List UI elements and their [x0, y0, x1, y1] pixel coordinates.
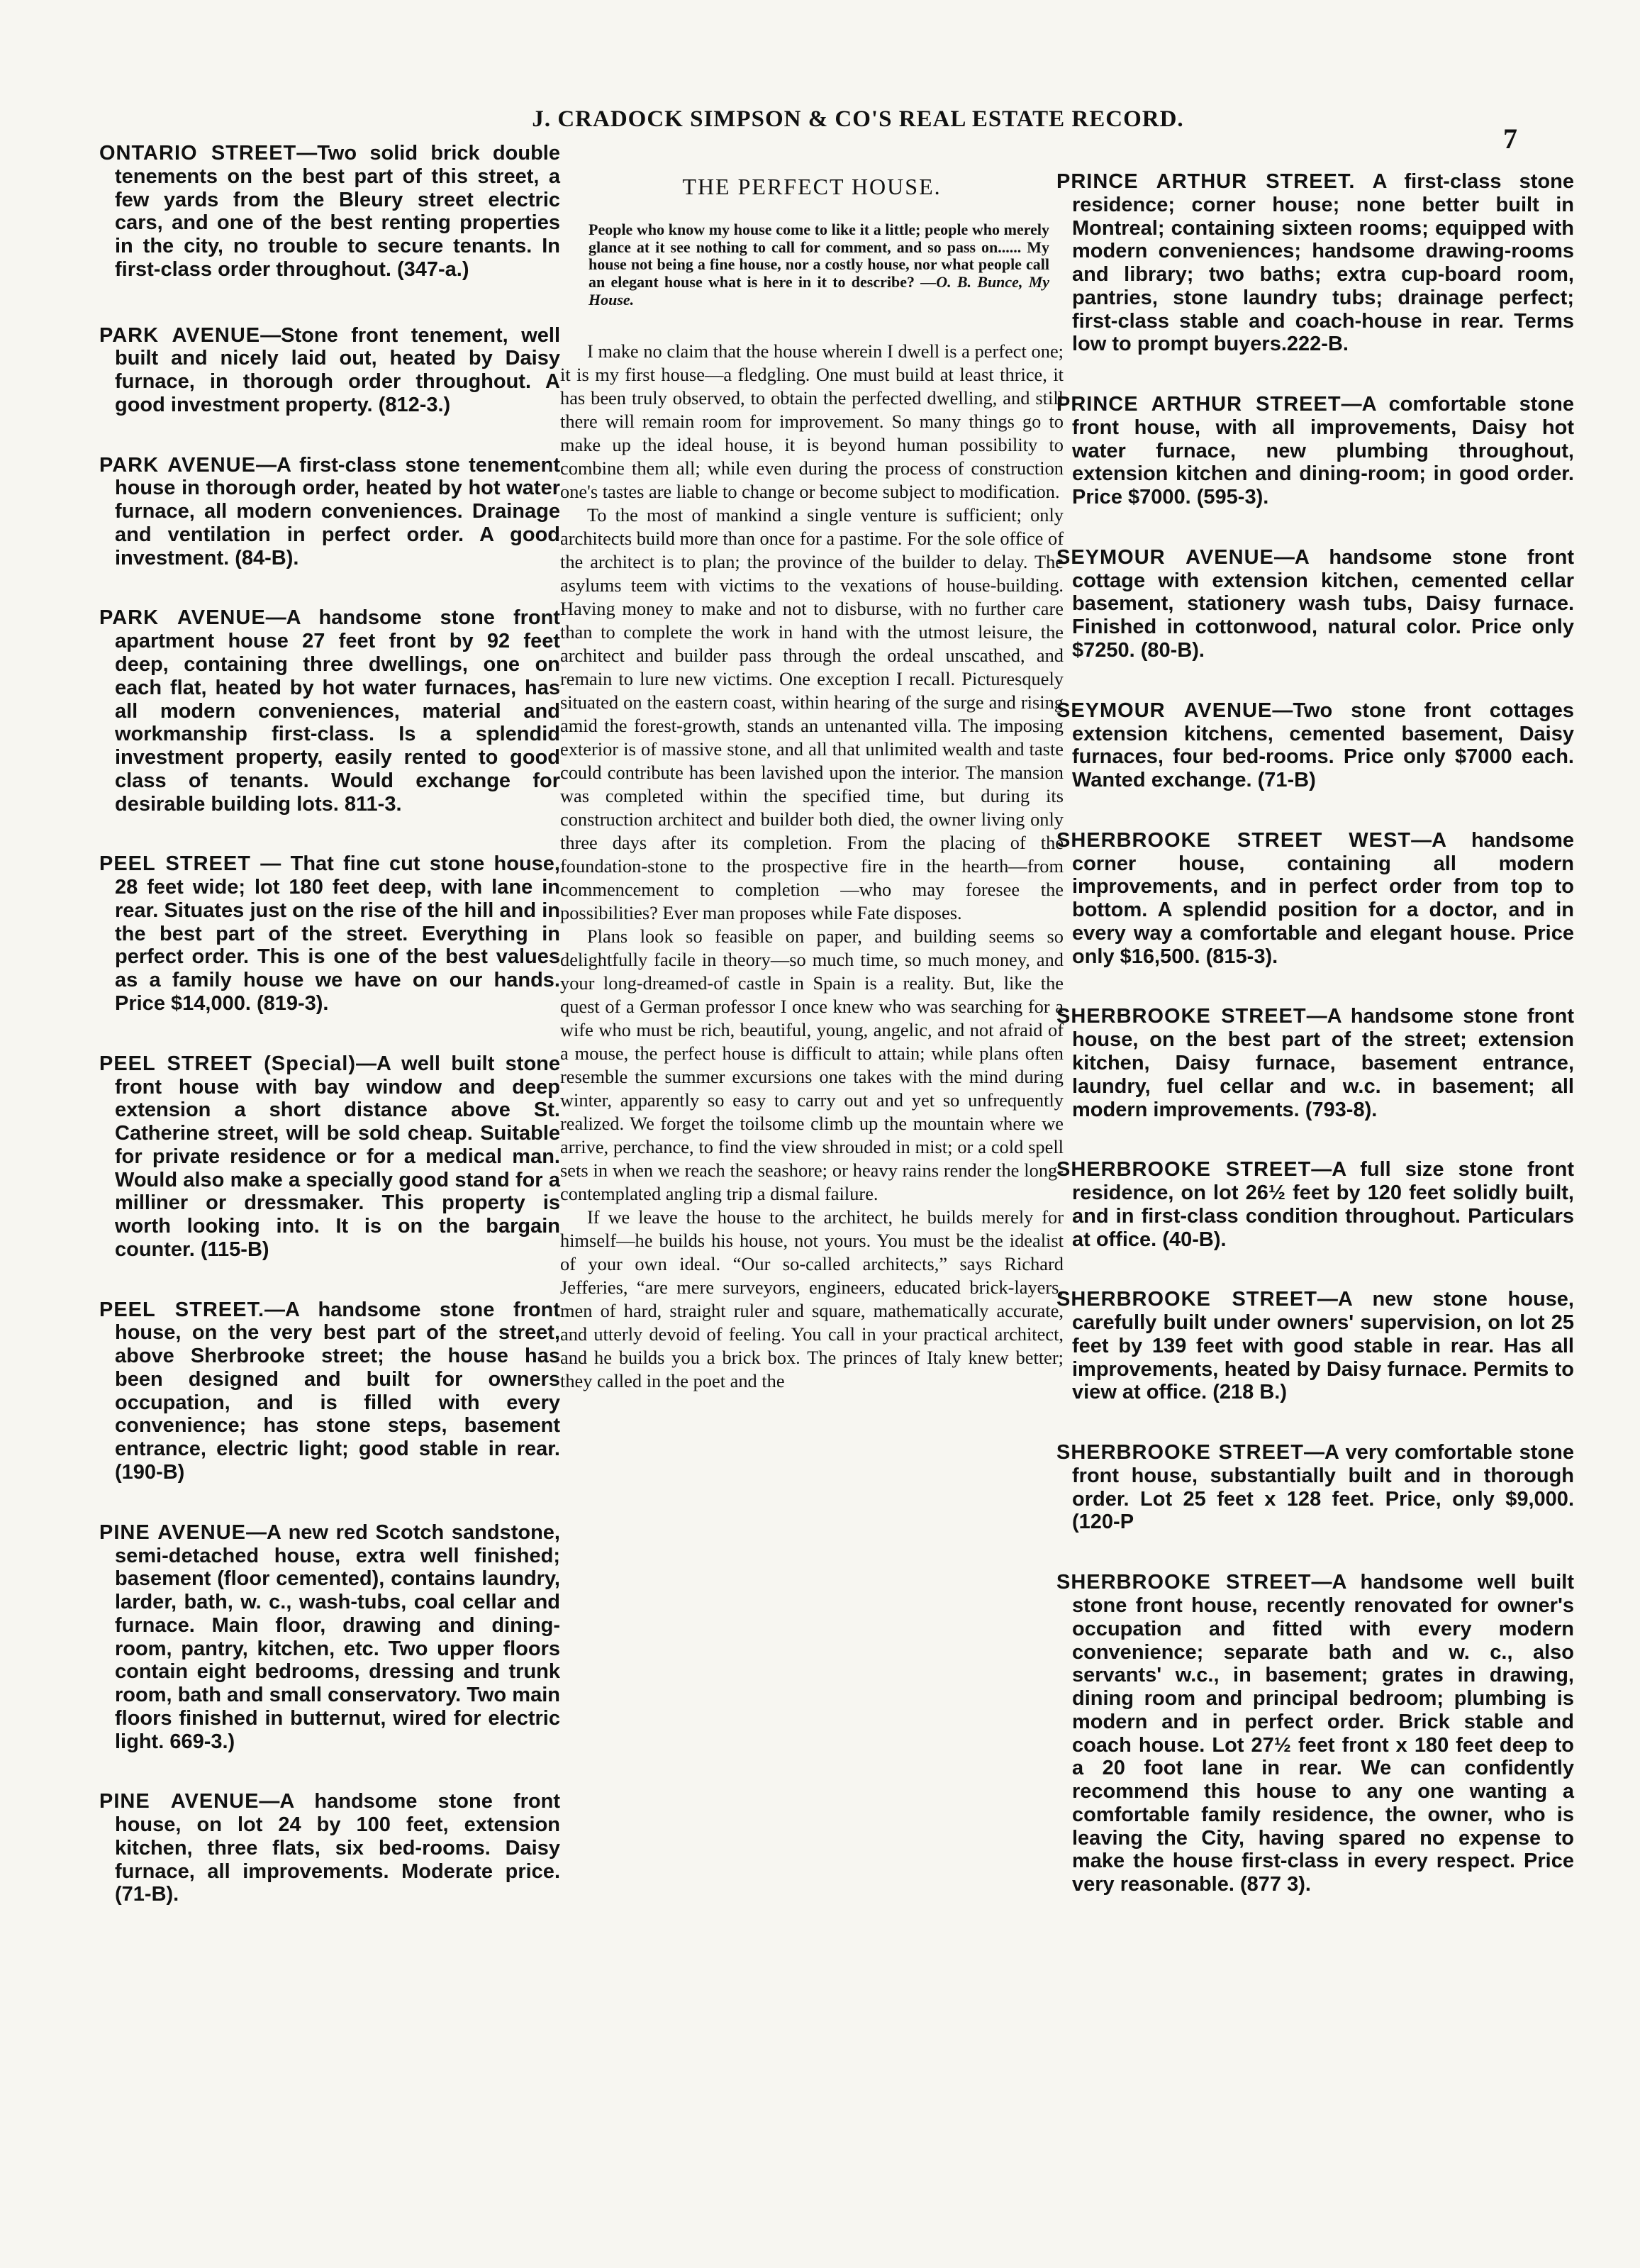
listing [1056, 1571, 1574, 1896]
listing [1056, 170, 1574, 356]
listing [1056, 546, 1574, 662]
listing [99, 1521, 560, 1754]
listing-heading: PEEL STREET (Special) [99, 1052, 357, 1075]
listing-heading: PRINCE ARTHUR STREET [1056, 393, 1341, 416]
listing-heading: PINE AVENUE [99, 1790, 260, 1813]
listing-text: —A full size stone front residence, on lot 26½ feet by 120 feet solidly built, and in first-class condition throughout. Particulars at office. (40-B). [1072, 1158, 1574, 1251]
listing-text: —Two solid brick double tenements on the best part of this street, a few yards from the Bleury street electric cars, and one of the best renting properties in the city, no trouble to secure tenants. In first-class order throughout. (347-a.) [115, 142, 560, 281]
listing [1056, 1441, 1574, 1534]
page-header: J. CRADOCK SIMPSON & CO'S REAL ESTATE RECORD. [532, 106, 1184, 132]
listing-heading: PEEL STREET [99, 852, 251, 876]
listing-text: —A handsome stone front cottage with extension kitchen, cemented cellar basement, stationery wash tubs, Daisy furnace. Finished in cottonwood, natural color. Price only $7250. (80-B). [1072, 545, 1574, 662]
article-column [560, 160, 1064, 1393]
listing [99, 324, 560, 417]
epigraph-attribution: —O. B. Bunce, My House. [588, 272, 1050, 308]
page-number: 7 [1503, 123, 1517, 155]
listing-text: — That fine cut stone house, 28 feet wide; lot 180 feet deep, with lane in rear. Situates just on the rise of the hill and in the best part of the street. Everything in perfect order. This is one of the best values as a family house we have on our hands. Price $14,000. (819-3). [115, 852, 560, 1015]
listing-heading: SHERBROOKE STREET [1056, 1571, 1312, 1594]
listing [1056, 699, 1574, 792]
listing-heading: PARK AVENUE [99, 606, 266, 630]
listing-heading: PINE AVENUE [99, 1521, 247, 1544]
listing [99, 1790, 560, 1906]
listing-heading: SHERBROOKE STREET WEST [1056, 828, 1412, 852]
listing-heading: PRINCE ARTHUR STREET. [1056, 170, 1356, 193]
listing-text: —A new stone house, carefully built under owners' supervision, on lot 25 feet by 139 feet with good stable in rear. Has all improvements, heated by Daisy furnace. Permits to view at office. (218 B.) [1072, 1288, 1574, 1404]
listing-text: —A handsome stone front house, on the very best part of the street, above Sherbrooke street; the house has been designed and built for owners occupation, and is filled with every convenience; has stone steps, basement entrance, electric light; good stable in rear. (190-B) [115, 1298, 560, 1484]
right-column [1056, 170, 1574, 1933]
article-paragraph: To the most of mankind a single venture is sufficient; only architects build more than once for a pastime. For the sole office of the architect is to plan; the province of the builder to delay. The asylums teem with victims to the vexations of house-building. Having money to make and not to disburse, with no further care than to complete the work in hand with the utmost leisure, the architect and builder pass through the ordeal unscathed, and remain to lure new victims. One exception I recall. Picturesquely situated on the eastern coast, within hearing of the surge and rising amid the forest-growth, stands an untenanted villa. The imposing exterior is of massive stone, and all that unlimited wealth and taste could contribute has been lavished upon the interior. The mansion was completed within the specified time, but during its construction architect and builder both died, the owner living only three days after its completion. From the placing of the foundation-stone to the prospective fire in the hearth—from commencement to completion —who may foresee the possibilities? Ever man proposes while Fate disposes. [560, 504, 1064, 924]
listing [99, 606, 560, 816]
listing-heading: SEYMOUR AVENUE [1056, 545, 1274, 569]
epigraph-text: People who know my house come to like it a little; people who merely glance at it see nothing to call for comment, and so pass on...... My house not being a fine house, nor a costly house, nor what people call an elegant house what is here in it to describe? [588, 221, 1049, 291]
listing-text: —Two stone front cottages extension kitchens, cemented basement, Daisy furnaces, four bed-rooms. Price only $7000 each. Wanted exchange. (71-B) [1072, 699, 1574, 792]
listing [99, 1052, 560, 1262]
listing-text: —Stone front tenement, well built and nicely laid out, heated by Daisy furnace, in thorough order throughout. A good investment property. (812-3.) [115, 323, 560, 416]
listing-text: —A new red Scotch sandstone, semi-detached house, extra well finished; basement (floor cemented), contains laundry, larder, bath, w. c., wash-tubs, coal cellar and furnace. Main floor, drawing and dining-room, pantry, kitchen, etc. Two upper floors contain eight bedrooms, dressing and trunk room, bath and small conservatory. Two main floors finished in butternut, wired for electric light. 669-3.) [115, 1521, 560, 1753]
listing [99, 142, 560, 282]
listing-text: A first-class stone residence; corner house; none better built in Montreal; containing sixteen rooms; equipped with modern conveniences; handsome drawing-rooms and library; two baths; extra cup-board room, pantries, stone laundry tubs; drainage perfect; first-class stable and coach-house in rear. Terms low to prompt buyers.222-B. [1072, 170, 1574, 356]
listing-text: —A handsome stone front apartment house 27 feet front by 92 feet deep, containing three dwellings, one on each flat, heated by hot water furnaces, has all modern conveniences, material and workmanship first-class. Is a splendid investment property, easily rented to good class of tenants. Would exchange for desirable building lots. 811-3. [115, 606, 560, 816]
listing [1056, 1158, 1574, 1251]
listing [99, 1299, 560, 1484]
listing [99, 454, 560, 570]
listing [1056, 393, 1574, 509]
listing [1056, 1288, 1574, 1404]
listing-heading: SHERBROOKE STREET [1056, 1158, 1312, 1182]
article-epigraph [588, 221, 1049, 308]
listing-heading: ONTARIO STREET [99, 142, 297, 165]
listing [99, 852, 560, 1015]
article-paragraph: If we leave the house to the architect, he builds merely for himself—he builds his house, not yours. You must be the idealist of your own ideal. “Our so-called architects,” says Richard Jefferies, “are mere surveyors, engineers, educated brick-layers, men of hard, straight ruler and square, mathematically accurate, and utterly devoid of feeling. You call in your practical architect, and he builds you a brick box. The princes of Italy knew better; they called in the poet and the [560, 1206, 1064, 1392]
left-column [99, 142, 560, 1943]
listing-heading: SHERBROOKE STREET [1056, 1288, 1317, 1311]
listing-heading: PARK AVENUE [99, 323, 261, 347]
article-title: THE PERFECT HOUSE. [682, 174, 942, 199]
listing-text: —A comfortable stone front house, with all improvements, Daisy hot water furnace, new plumbing throughout, extension kitchen and dining-room; in good order. Price $7000. (595-3). [1072, 393, 1574, 509]
article-paragraph: I make no claim that the house wherein I dwell is a perfect one; it is my first house—a fledgling. One must build at least thrice, it has been truly observed, to obtain the perfected dwelling, and still there will remain room for improvement. So many things go to make up the ideal house, it is beyond human possibility to combine them all; while even during the process of construction one's tastes are liable to change or become subject to modification. [560, 340, 1064, 503]
listing-heading: PARK AVENUE [99, 453, 256, 477]
listing-text: —A handsome corner house, containing all modern improvements, and in perfect order from top to bottom. A splendid position for a doctor, and in every way a comfortable and elegant house. Price only $16,500. (815-3). [1072, 828, 1574, 968]
listing [1056, 1005, 1574, 1121]
listing-text: —A well built stone front house with bay window and deep extension a short distance above St. Catherine street, will be sold cheap. Suitable for private residence or for a medical man. Would also make a specially good stand for a milliner or dressmaker. This property is worth looking into. It is on the bargain counter. (115-B) [115, 1052, 560, 1261]
listing-heading: SEYMOUR AVENUE [1056, 699, 1273, 722]
listing [1056, 829, 1574, 969]
listing-heading: SHERBROOKE STREET [1056, 1005, 1307, 1028]
article-paragraph: Plans look so feasible on paper, and building seems so delightfully facile in theory—so much time, so much money, and your long-dreamed-of castle in Spain is a reality. But, like the quest of a German professor I once knew who was searching for a wife who must be rich, beautiful, young, angelic, and not afraid of a mouse, the perfect house is difficult to attain; while plans often resemble the summer excursions one takes with the mind during winter, apparently so easy to carry out and yet so unfrequently realized. We forget the toilsome climb up the mountain where we arrive, perchance, to find the view shrouded in mist; or a cold spell sets in when we reach the seashore; or heavy rains render the long-contemplated angling trip a dismal failure. [560, 925, 1064, 1205]
listing-heading: PEEL STREET. [99, 1298, 265, 1321]
listing-text: —A handsome stone front house, on the best part of the street; extension kitchen, Daisy furnace, basement entrance, laundry, fuel cellar and w.c. in basement; all modern improvements. (793-8). [1072, 1005, 1574, 1121]
listing-text: —A handsome well built stone front house, recently renovated for owner's occupation and fitted with every modern convenience; separate bath and w. c., also servants' w.c., in basement; grates in drawing, dining room and principal bedroom; plumbing is modern and in perfect order. Brick stable and coach house. Lot 27½ feet front x 180 feet deep to a 20 foot lane in rear. We can confidently recommend this house to any one wanting a comfortable family residence, the owner, who is leaving the City, having spared no expense to make the house first-class in every respect. Price very reasonable. (877 3). [1072, 1571, 1574, 1896]
listing-heading: SHERBROOKE STREET [1056, 1441, 1304, 1464]
listing-text: —A handsome stone front house, on lot 24 by 100 feet, extension kitchen, three flats, six bed-rooms. Daisy furnace, all improvements. Moderate price. (71-B). [115, 1790, 560, 1906]
listing-text: —A very comfortable stone front house, substantially built and in thorough order. Lot 25 feet x 128 feet. Price, only $9,000. (120-P [1072, 1441, 1574, 1534]
listing-text: —A first-class stone tenement house in thorough order, heated by hot water furnace, all modern conveniences. Drainage and ventilation in perfect order. A good investment. (84-B). [115, 453, 560, 569]
